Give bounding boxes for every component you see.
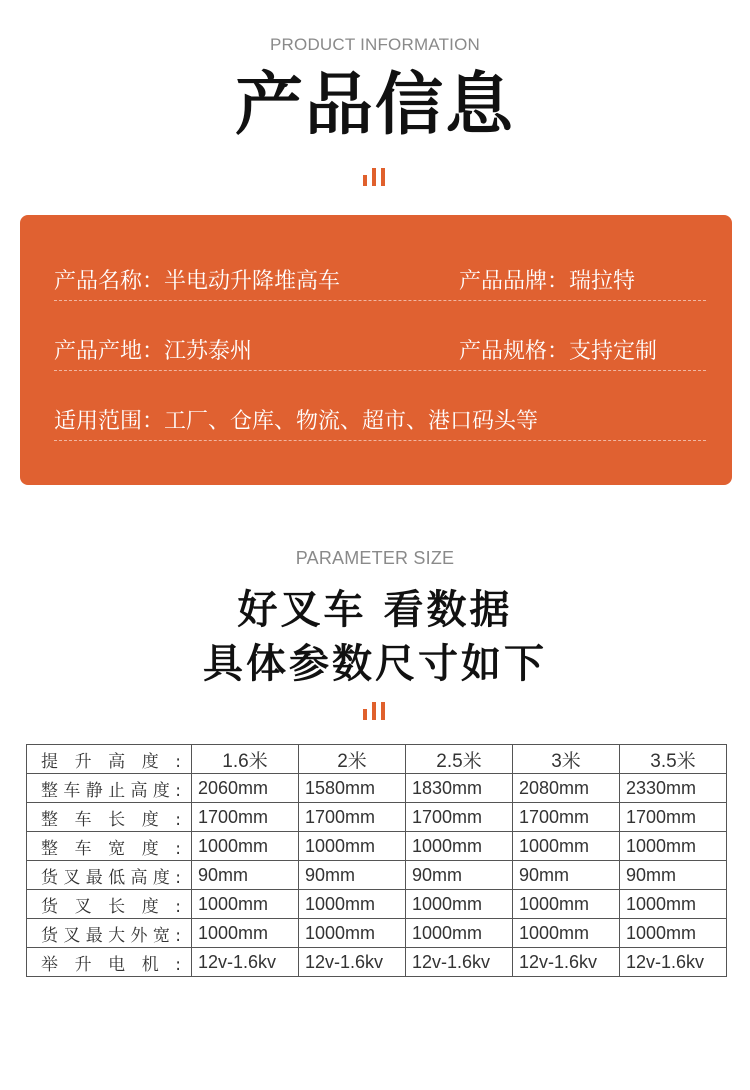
row-label: 货叉长度: [27,890,192,919]
table-cell: 1580mm [299,774,406,803]
table-row [27,919,727,948]
table-header-row [27,745,727,774]
product-info-title: 产品信息 [234,66,515,145]
table-cell: 1000mm [620,832,727,861]
parameter-title-line1: 好叉车 看数据 [237,587,513,633]
table-cell: 90mm [299,861,406,890]
table-row [27,774,727,803]
table-row [27,890,727,919]
table-cell: 1000mm [513,919,620,948]
row-label: 举升电机: [27,948,192,977]
table-cell: 1700mm [406,803,513,832]
row-label: 提升高度: [27,745,192,774]
table-cell: 1700mm [513,803,620,832]
height-3m: 3米 [513,745,620,774]
table-cell: 2080mm [513,774,620,803]
product-info-card [20,215,732,485]
row-label: 货叉最低高度: [27,861,192,890]
product-name: 产品名称：半电动升降堆高车 [54,269,341,294]
table-row [27,948,727,977]
table-cell: 1000mm [192,919,299,948]
product-scope: 适用范围：工厂、仓库、物流、超市、港口码头等 [54,409,539,434]
table-cell: 2060mm [192,774,299,803]
table-cell: 1000mm [620,890,727,919]
table-cell: 90mm [192,861,299,890]
table-cell: 1700mm [620,803,727,832]
height-1-6m: 1.6米 [192,745,299,774]
table-cell: 12v-1.6kv [620,948,727,977]
table-row [27,861,727,890]
info-row-name-brand [54,230,706,301]
parameter-decoration-icon [363,702,387,720]
table-cell: 1000mm [406,832,513,861]
height-2m: 2米 [299,745,406,774]
table-cell: 90mm [513,861,620,890]
info-row-origin-spec [54,300,706,371]
table-cell: 12v-1.6kv [192,948,299,977]
table-cell: 1000mm [406,890,513,919]
parameter-title-line2: 具体参数尺寸如下 [203,641,547,687]
table-cell: 1000mm [192,890,299,919]
table-row [27,832,727,861]
title-decoration-icon [363,168,387,186]
table-cell: 1700mm [192,803,299,832]
table-cell: 1000mm [299,890,406,919]
height-2-5m: 2.5米 [406,745,513,774]
row-label: 整车长度: [27,803,192,832]
table-cell: 1000mm [299,919,406,948]
table-cell: 12v-1.6kv [299,948,406,977]
row-label: 整车宽度: [27,832,192,861]
table-cell: 1700mm [299,803,406,832]
row-label: 整车静止高度: [27,774,192,803]
table-cell: 1830mm [406,774,513,803]
product-spec: 产品规格：支持定制 [459,339,658,364]
table-cell: 2330mm [620,774,727,803]
table-cell: 1000mm [192,832,299,861]
table-row [27,803,727,832]
height-3-5m: 3.5米 [620,745,727,774]
row-label: 货叉最大外宽: [27,919,192,948]
info-row-scope [54,370,706,441]
table-cell: 1000mm [513,890,620,919]
product-origin: 产品产地：江苏泰州 [54,339,253,364]
parameter-table [26,744,727,977]
parameter-subtitle: PARAMETER SIZE [295,548,455,568]
product-info-subtitle: PRODUCT INFORMATION [270,35,480,54]
table-cell: 12v-1.6kv [513,948,620,977]
table-cell: 1000mm [406,919,513,948]
product-brand: 产品品牌：瑞拉特 [459,269,636,294]
table-cell: 1000mm [299,832,406,861]
table-cell: 1000mm [513,832,620,861]
table-cell: 90mm [406,861,513,890]
table-cell: 90mm [620,861,727,890]
table-cell: 1000mm [620,919,727,948]
table-cell: 12v-1.6kv [406,948,513,977]
